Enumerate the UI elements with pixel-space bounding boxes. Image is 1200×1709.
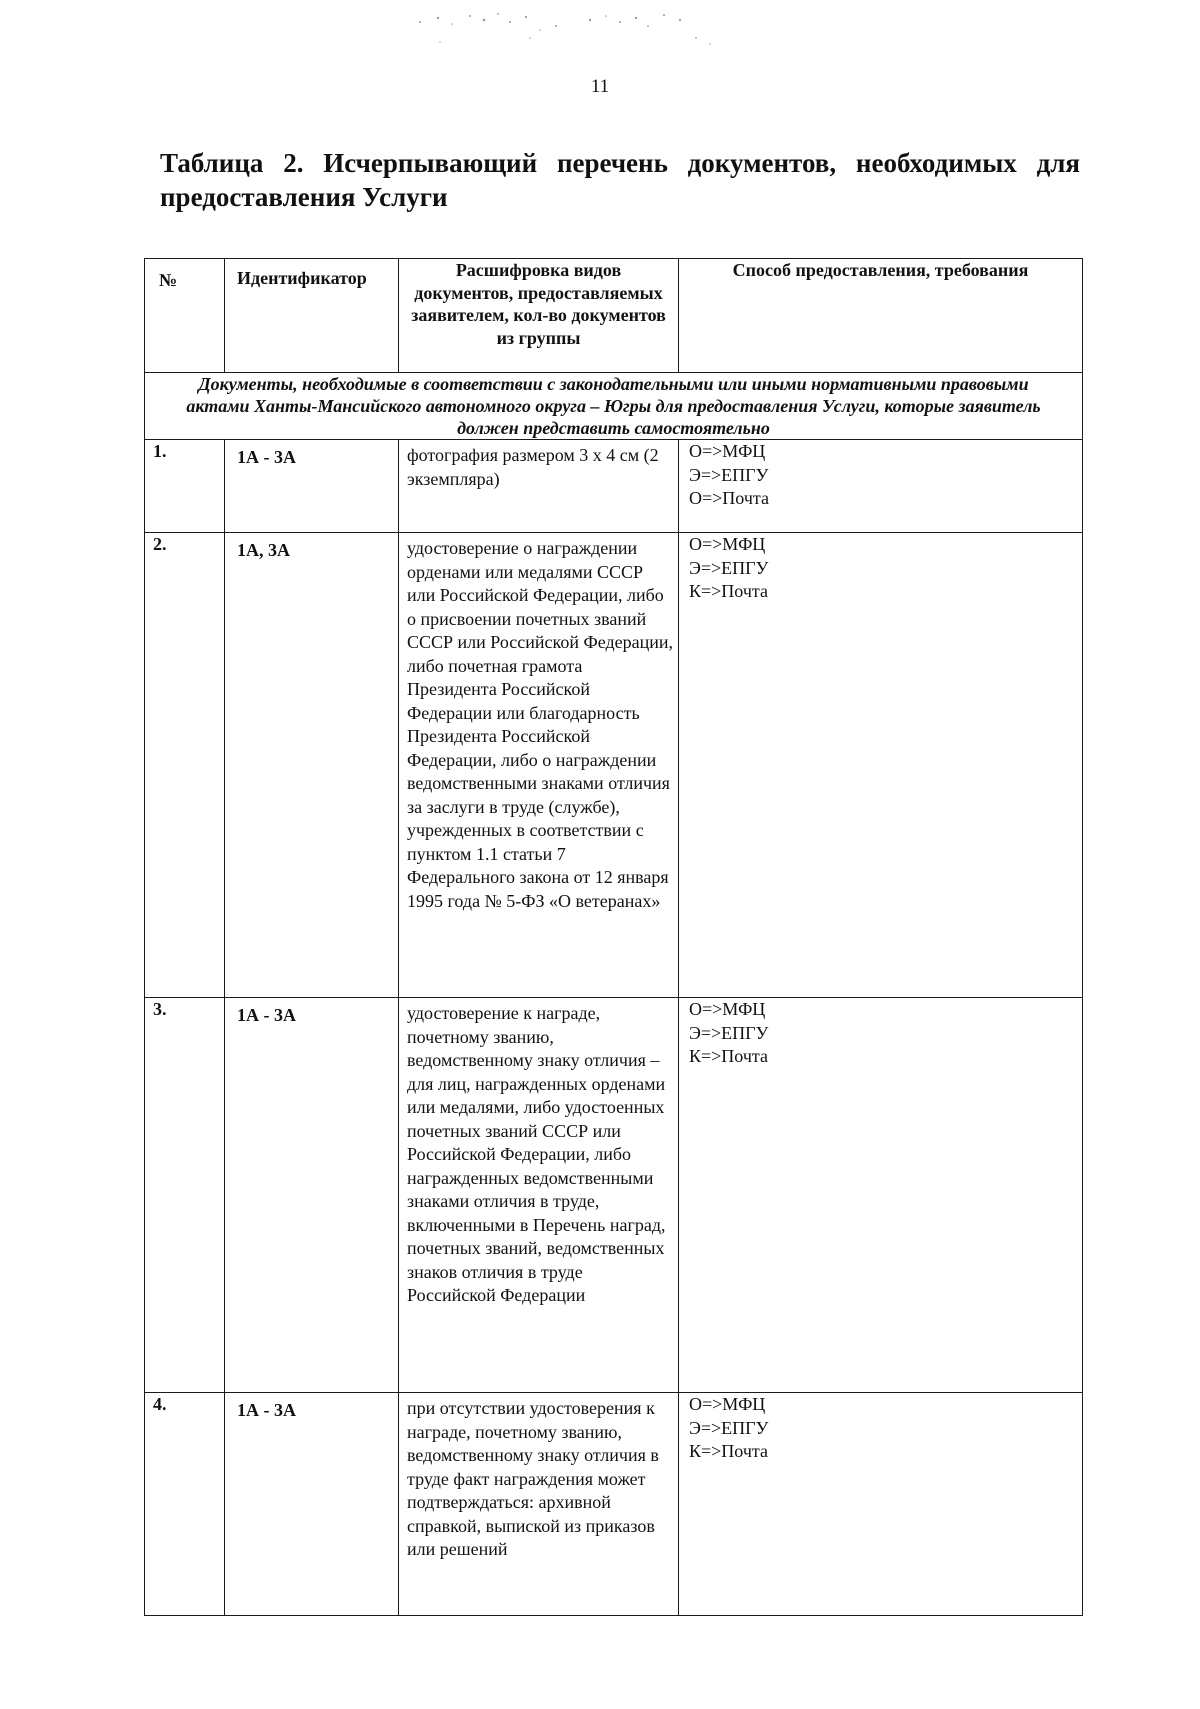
method-item: О=>МФЦ	[689, 1394, 766, 1414]
section-title: Документы, необходимые в соответствии с законодательными или иными нормативными правовыми актами Ханты-Мансийского автономного округа – Югры для предоставления Услуги, которые заявитель должен представить самостоятельно	[145, 373, 1083, 440]
row-identifier: 1А, 3А	[225, 533, 399, 998]
method-item: Э=>ЕПГУ	[689, 1022, 769, 1043]
section-row	[145, 373, 1083, 440]
method-item: Э=>ЕПГУ	[689, 557, 769, 578]
method-item: О=>МФЦ	[689, 441, 766, 461]
document-title: Таблица 2. Исчерпывающий перечень документов, необходимых для предоставления Услуги	[160, 148, 1080, 212]
table-header-row	[145, 259, 1083, 373]
page-number: 11	[590, 76, 610, 97]
table-row	[145, 533, 1083, 998]
scan-artifact	[380, 8, 800, 48]
method-item: К=>Почта	[689, 1046, 768, 1066]
row-methods	[679, 440, 1083, 533]
row-methods	[679, 998, 1083, 1393]
row-number: 4.	[145, 1393, 225, 1616]
row-methods	[679, 1393, 1083, 1616]
method-item: Э=>ЕПГУ	[689, 464, 769, 485]
row-identifier: 1А - 3А	[225, 1393, 399, 1616]
method-item: О=>МФЦ	[689, 534, 766, 554]
table-row	[145, 440, 1083, 533]
row-identifier: 1А - 3А	[225, 998, 399, 1393]
header-description: Расшифровка видов документов, предоставляемых заявителем, кол-во документов из группы	[399, 259, 679, 373]
row-description: удостоверение о награждении орденами или медалями СССР или Российской Федерации, либо о присвоении почетных званий СССР или Российской Федерации, либо почетная грамота Президента Российской Федерации или благодарность Президента Российской Федерации, либо о награждении ведомственными знаками отличия за заслуги в труде (службе), учрежденных в соответствии с пунктом 1.1 статьи 7 Федерального закона от 12 января 1995 года № 5-ФЗ «О ветеранах»	[399, 533, 679, 998]
header-identifier: Идентификатор	[225, 259, 399, 373]
header-method: Способ предоставления, требования	[679, 259, 1083, 373]
row-number: 3.	[145, 998, 225, 1393]
row-number: 1.	[145, 440, 225, 533]
header-number: №	[145, 259, 225, 373]
method-item: К=>Почта	[689, 1441, 768, 1461]
table-row	[145, 1393, 1083, 1616]
method-item: О=>МФЦ	[689, 999, 766, 1019]
row-description: удостоверение к награде, почетному званию, ведомственному знаку отличия – для лиц, награжденных орденами или медалями, либо удостоенных почетных званий СССР или Российской Федерации, либо награжденных ведомственными знаками отличия в труде, включенными в Перечень наград, почетных званий, ведомственных знаков отличия в труде Российской Федерации	[399, 998, 679, 1393]
method-item: О=>Почта	[689, 488, 769, 508]
row-description: при отсутствии удостоверения к награде, почетному званию, ведомственному знаку отличия в труде факт награждения может подтверждаться: архивной справкой, выпиской из приказов или решений	[399, 1393, 679, 1616]
table-row	[145, 998, 1083, 1393]
row-identifier: 1А - 3А	[225, 440, 399, 533]
row-methods	[679, 533, 1083, 998]
documents-table	[144, 258, 1083, 1616]
row-description: фотография размером 3 х 4 см (2 экземпляра)	[399, 440, 679, 533]
method-item: Э=>ЕПГУ	[689, 1417, 769, 1438]
method-item: К=>Почта	[689, 581, 768, 601]
row-number: 2.	[145, 533, 225, 998]
